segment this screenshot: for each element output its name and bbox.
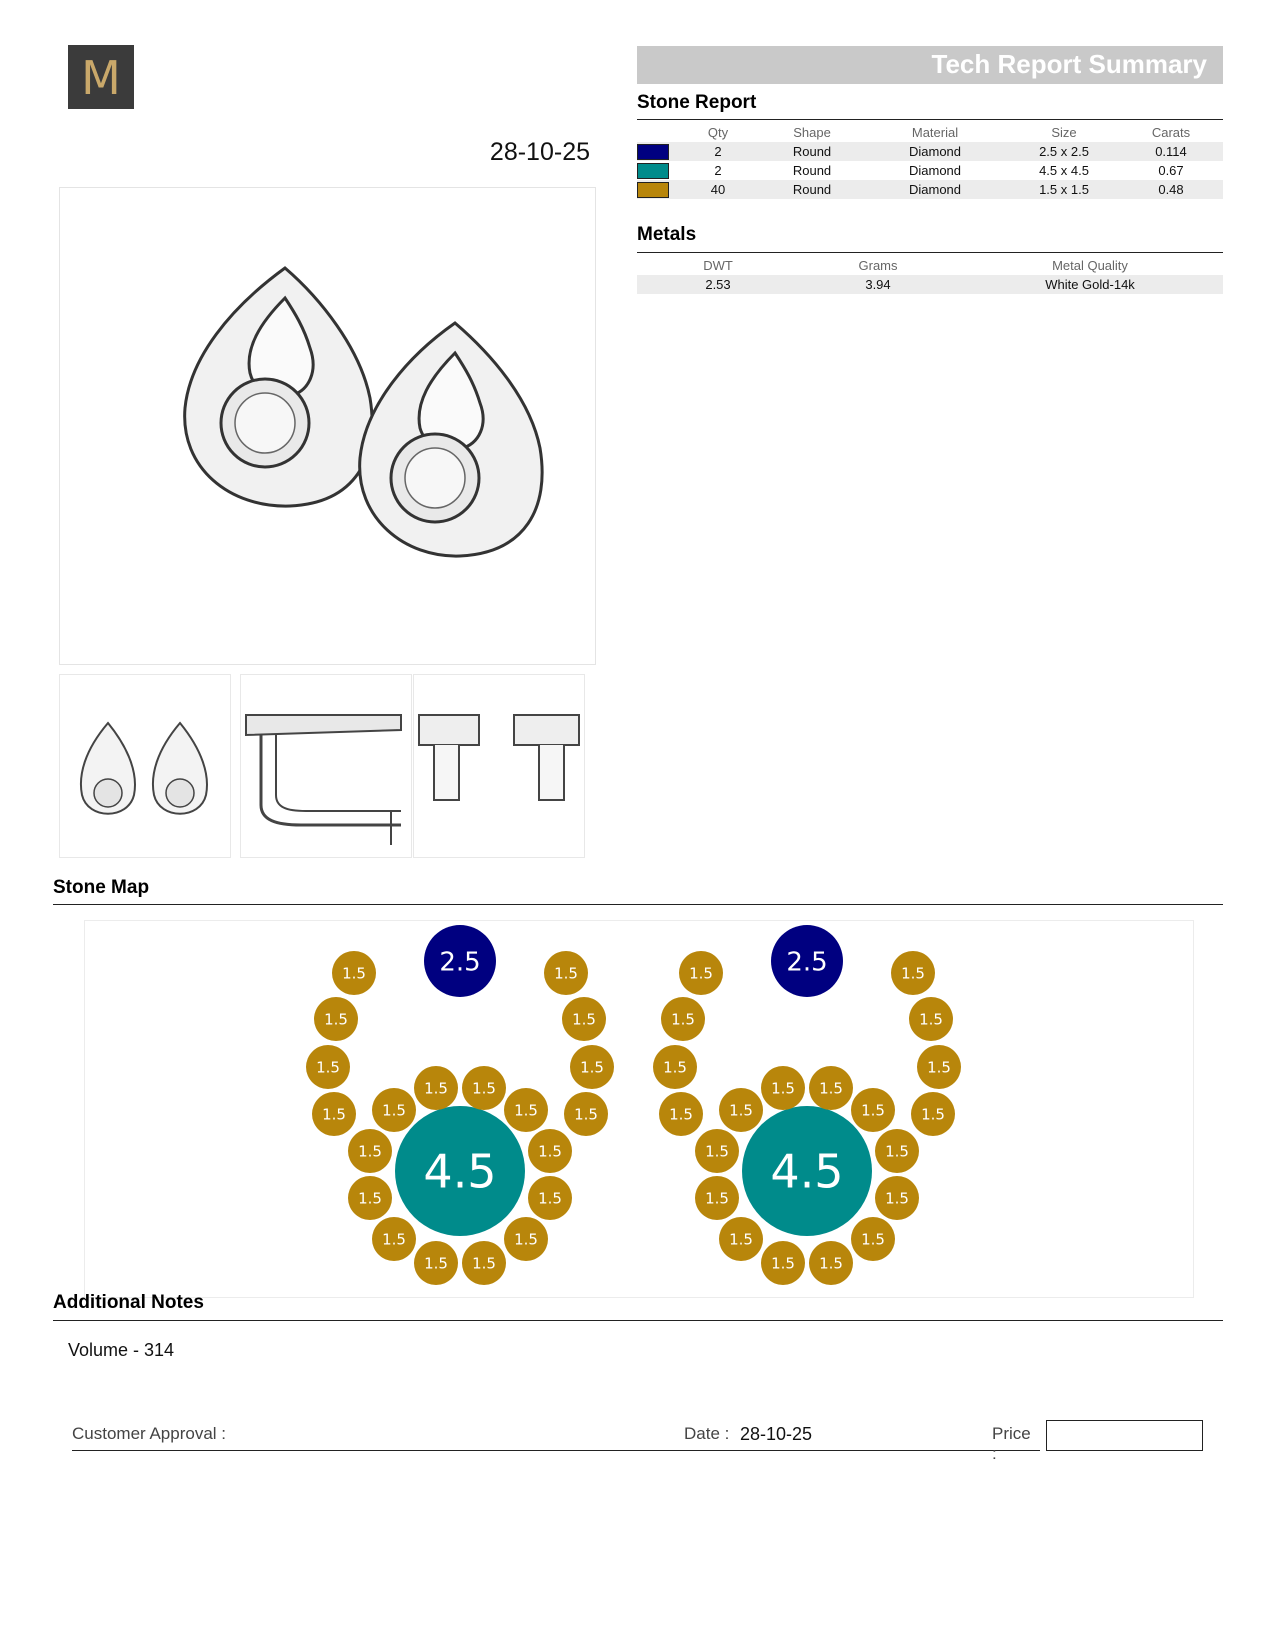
cell-metal-quality: White Gold-14k	[957, 275, 1223, 294]
cell-material: Diamond	[908, 163, 962, 178]
small-stone-label: 1.5	[663, 1058, 687, 1077]
customer-approval-label: Customer Approval :	[72, 1424, 227, 1443]
small-stone-label: 1.5	[572, 1010, 596, 1029]
report-date: 28-10-25	[489, 138, 590, 166]
small-stone-label: 1.5	[901, 964, 925, 983]
divider	[53, 904, 1223, 905]
small-stone-label: 1.5	[705, 1189, 729, 1208]
small-stone-label: 1.5	[669, 1105, 693, 1124]
small-stone-label: 1.5	[927, 1058, 951, 1077]
thumbnail-back-view	[413, 674, 585, 858]
metals-table	[637, 255, 1223, 294]
small-stone-label: 1.5	[358, 1142, 382, 1161]
divider	[637, 119, 1223, 120]
cell-qty: 40	[673, 180, 763, 199]
small-stone-label: 1.5	[322, 1105, 346, 1124]
cell-shape: Round	[763, 142, 861, 161]
small-stone-label: 1.5	[538, 1189, 562, 1208]
date-label: Date :	[684, 1424, 730, 1443]
small-stone-label: 1.5	[861, 1230, 885, 1249]
small-stone-label: 1.5	[729, 1230, 753, 1249]
table-row	[637, 180, 1223, 199]
top-stone-label: 2.5	[439, 947, 481, 978]
table-header-row	[637, 255, 1223, 275]
table-row	[637, 161, 1223, 180]
small-stone-label: 1.5	[729, 1101, 753, 1120]
center-stone-label: 4.5	[423, 1144, 497, 1199]
col-size: Size	[1051, 124, 1077, 140]
stone-map-diagram	[84, 920, 1194, 1298]
small-stone-label: 1.5	[424, 1254, 448, 1273]
cell-qty: 2	[714, 163, 722, 178]
report-title: Tech Report Summary	[931, 49, 1207, 79]
cell-size: 2.5 x 2.5	[1009, 142, 1119, 161]
cell-shape: Round	[792, 163, 832, 178]
small-stone-label: 1.5	[554, 964, 578, 983]
center-stone-label: 4.5	[770, 1144, 844, 1199]
col-dwt: DWT	[703, 257, 733, 273]
product-main-image	[59, 187, 596, 665]
cell-qty: 2	[673, 142, 763, 161]
color-swatch	[637, 144, 669, 160]
approval-line	[72, 1420, 1040, 1463]
cell-carats: 0.67	[1158, 163, 1184, 178]
price-label: Price :	[992, 1424, 1031, 1463]
small-stone-label: 1.5	[580, 1058, 604, 1077]
table-header-row	[637, 122, 1223, 142]
stone-report-title: Stone Report	[637, 92, 757, 113]
small-stone-label: 1.5	[424, 1079, 448, 1098]
small-stone-label: 1.5	[514, 1101, 538, 1120]
small-stone-label: 1.5	[382, 1101, 406, 1120]
small-stone-label: 1.5	[324, 1010, 348, 1029]
col-carats: Carats	[1151, 124, 1191, 140]
logo-letter: M	[81, 51, 121, 105]
cell-size: 1.5 x 1.5	[1009, 180, 1119, 199]
small-stone-label: 1.5	[771, 1254, 795, 1273]
small-stone-label: 1.5	[316, 1058, 340, 1077]
table-row	[637, 142, 1223, 161]
small-stone-label: 1.5	[819, 1254, 843, 1273]
title-bar	[637, 46, 1223, 84]
top-stone-label: 2.5	[786, 947, 828, 978]
small-stone-label: 1.5	[472, 1254, 496, 1273]
notes-text: Volume - 314	[68, 1340, 175, 1360]
cell-material: Diamond	[861, 142, 1009, 161]
small-stone-label: 1.5	[819, 1079, 843, 1098]
small-stone-label: 1.5	[538, 1142, 562, 1161]
small-stone-label: 1.5	[921, 1105, 945, 1124]
stone-map-title: Stone Map	[53, 877, 150, 898]
metals-title: Metals	[637, 224, 697, 245]
color-swatch	[637, 182, 669, 198]
cell-grams: 3.94	[799, 275, 957, 294]
stone-report-table	[637, 122, 1223, 199]
color-swatch	[637, 163, 669, 179]
small-stone-label: 1.5	[514, 1230, 538, 1249]
table-row	[637, 275, 1223, 294]
small-stone-label: 1.5	[358, 1189, 382, 1208]
col-metal-quality: Metal Quality	[1052, 257, 1128, 273]
additional-notes-title: Additional Notes	[53, 1292, 204, 1313]
company-logo	[68, 45, 134, 109]
small-stone-label: 1.5	[671, 1010, 695, 1029]
cell-dwt: 2.53	[637, 275, 799, 294]
small-stone-label: 1.5	[382, 1230, 406, 1249]
price-input-box[interactable]	[1046, 1420, 1203, 1451]
small-stone-label: 1.5	[705, 1142, 729, 1161]
small-stone-label: 1.5	[771, 1079, 795, 1098]
cell-shape: Round	[763, 180, 861, 199]
small-stone-label: 1.5	[689, 964, 713, 983]
small-stone-label: 1.5	[885, 1189, 909, 1208]
small-stone-label: 1.5	[472, 1079, 496, 1098]
col-grams: Grams	[858, 257, 898, 273]
cell-size: 4.5 x 4.5	[1039, 163, 1089, 178]
divider	[53, 1320, 1223, 1321]
cell-material: Diamond	[861, 180, 1009, 199]
thumbnail-front-view	[59, 674, 231, 858]
date-value: 28-10-25	[740, 1424, 813, 1444]
small-stone-label: 1.5	[574, 1105, 598, 1124]
thumbnail-side-view	[240, 674, 412, 858]
cell-carats: 0.48	[1119, 180, 1223, 199]
col-qty: Qty	[707, 124, 729, 140]
col-material: Material	[911, 124, 959, 140]
divider	[637, 252, 1223, 253]
small-stone-label: 1.5	[919, 1010, 943, 1029]
col-shape: Shape	[793, 124, 831, 140]
small-stone-label: 1.5	[885, 1142, 909, 1161]
small-stone-label: 1.5	[342, 964, 366, 983]
cell-carats: 0.114	[1119, 142, 1223, 161]
small-stone-label: 1.5	[861, 1101, 885, 1120]
